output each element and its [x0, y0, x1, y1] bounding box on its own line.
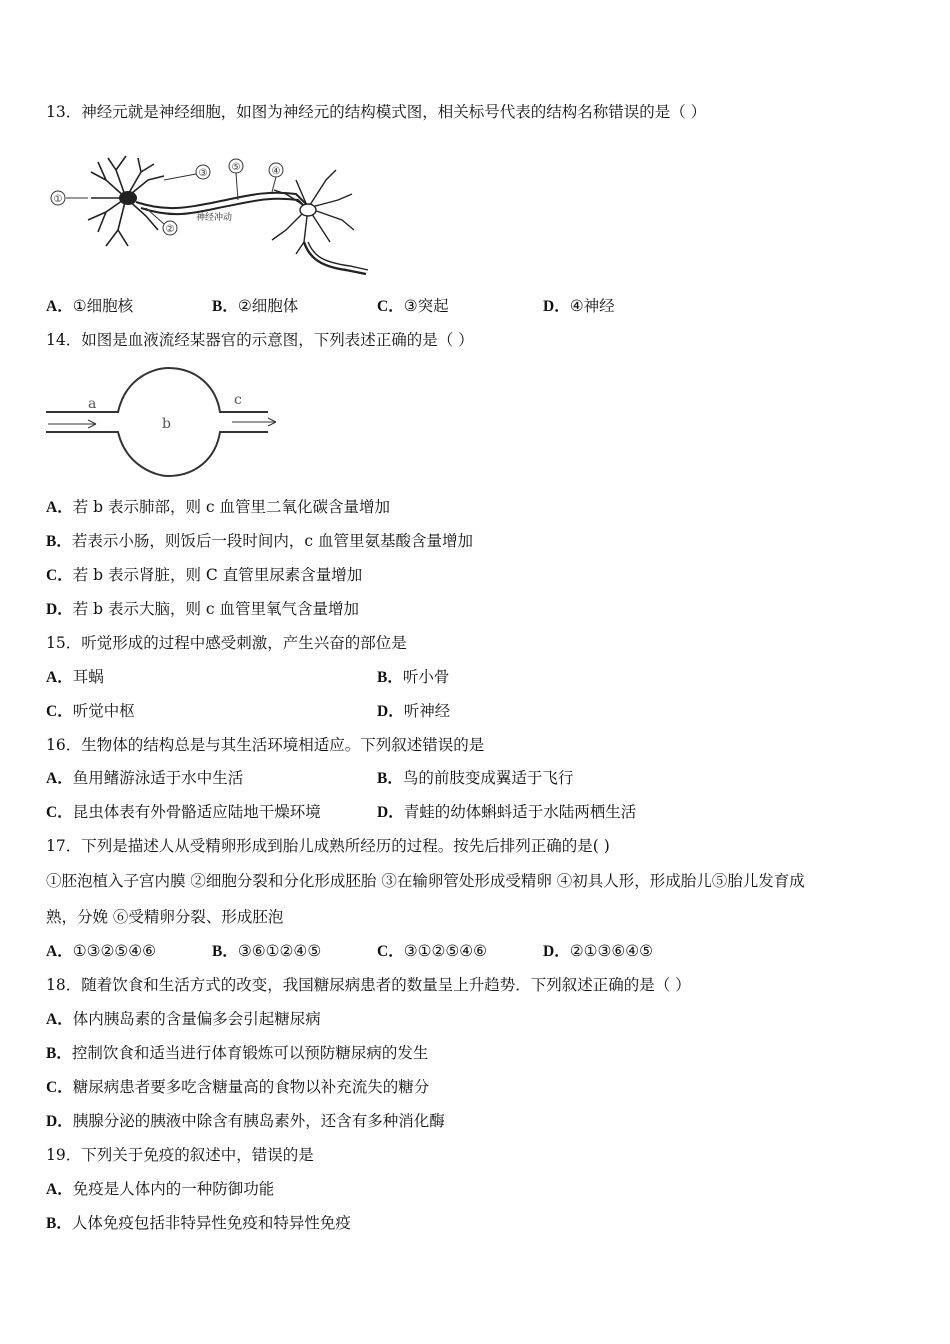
q15-option-b: B．听小骨 [377, 668, 450, 686]
q15-option-c: C．听觉中枢 [46, 702, 135, 720]
q16-stem: 16．生物体的结构总是与其生活环境相适应。下列叙述错误的是 [46, 736, 485, 754]
q18-stem: 18．随着饮食和生活方式的改变，我国糖尿病患者的数量呈上升趋势．下列叙述正确的是（ ） [46, 976, 691, 994]
q18-option-b: B．控制饮食和适当进行体育锻炼可以预防糖尿病的发生 [46, 1044, 429, 1062]
label-a: a [88, 396, 97, 412]
q14-option-d: D．若 b 表示大脑，则 c 血管里氧气含量增加 [46, 600, 360, 618]
blood-flow-diagram [46, 366, 282, 478]
q15-option-d: D．听神经 [377, 702, 451, 720]
neuron-diagram [46, 150, 376, 282]
q17-steps-line-1: ①胚泡植入子宫内膜 ②细胞分裂和分化形成胚胎 ③在输卵管处形成受精卵 ④初具人形，形成胎儿⑤胎儿发育成 [46, 872, 805, 890]
label-5: ⑤ [231, 162, 241, 173]
q19-option-a: A．免疫是人体内的一种防御功能 [46, 1180, 275, 1198]
q19-option-b: B．人体免疫包括非特异性免疫和特异性免疫 [46, 1214, 351, 1232]
q13-option-c: C．③突起 [377, 297, 449, 315]
q17-stem: 17．下列是描述人从受精卵形成到胎儿成熟所经历的过程。按先后排列正确的是( ) [46, 837, 610, 855]
q13-stem: 13．神经元就是神经细胞，如图为神经元的结构模式图，相关标号代表的结构名称错误的是（ ） [46, 103, 707, 121]
label-b: b [162, 416, 171, 432]
q16-option-a: A．鱼用鳍游泳适于水中生活 [46, 769, 244, 787]
label-3: ③ [198, 168, 208, 179]
q14-stem: 14．如图是血液流经某器官的示意图，下列表述正确的是（ ） [46, 331, 474, 349]
q13-option-d: D．④神经 [543, 297, 615, 315]
label-nerve-impulse: 神经冲动 [196, 213, 233, 223]
q17-option-d: D．②①③⑥④⑤ [543, 942, 654, 960]
label-2: ② [165, 224, 175, 235]
q13-option-b: B．②细胞体 [212, 297, 299, 315]
q18-option-d: D．胰腺分泌的胰液中除含有胰岛素外，还含有多种消化酶 [46, 1112, 445, 1130]
q14-option-a: A．若 b 表示肺部，则 c 血管里二氧化碳含量增加 [46, 498, 391, 516]
q18-option-a: A．体内胰岛素的含量偏多会引起糖尿病 [46, 1010, 321, 1028]
q19-stem: 19．下列关于免疫的叙述中，错误的是 [46, 1146, 314, 1164]
q17-option-c: C．③①②⑤④⑥ [377, 942, 488, 960]
q16-option-b: B．鸟的前肢变成翼适于飞行 [377, 769, 574, 787]
q17-option-a: A．①③②⑤④⑥ [46, 942, 157, 960]
q13-option-a: A．①细胞核 [46, 297, 134, 315]
label-c: c [234, 392, 242, 408]
q15-stem: 15．听觉形成的过程中感受刺激，产生兴奋的部位是 [46, 634, 407, 652]
q17-option-b: B．③⑥①②④⑤ [212, 942, 322, 960]
q16-option-c: C．昆虫体表有外骨骼适应陆地干燥环境 [46, 803, 321, 821]
q17-steps-line-2: 熟，分娩 ⑥受精卵分裂、形成胚泡 [46, 908, 284, 926]
label-1: ① [53, 194, 63, 205]
q16-option-d: D．青蛙的幼体蝌蚪适于水陆两栖生活 [377, 803, 637, 821]
q14-option-b: B．若表示小肠，则饭后一段时间内，c 血管里氨基酸含量增加 [46, 532, 473, 550]
q18-option-c: C．糖尿病患者要多吃含糖量高的食物以补充流失的糖分 [46, 1078, 430, 1096]
q15-option-a: A．耳蜗 [46, 668, 104, 686]
label-4: ④ [271, 166, 281, 177]
q14-option-c: C．若 b 表示肾脏，则 C 直管里尿素含量增加 [46, 566, 363, 584]
